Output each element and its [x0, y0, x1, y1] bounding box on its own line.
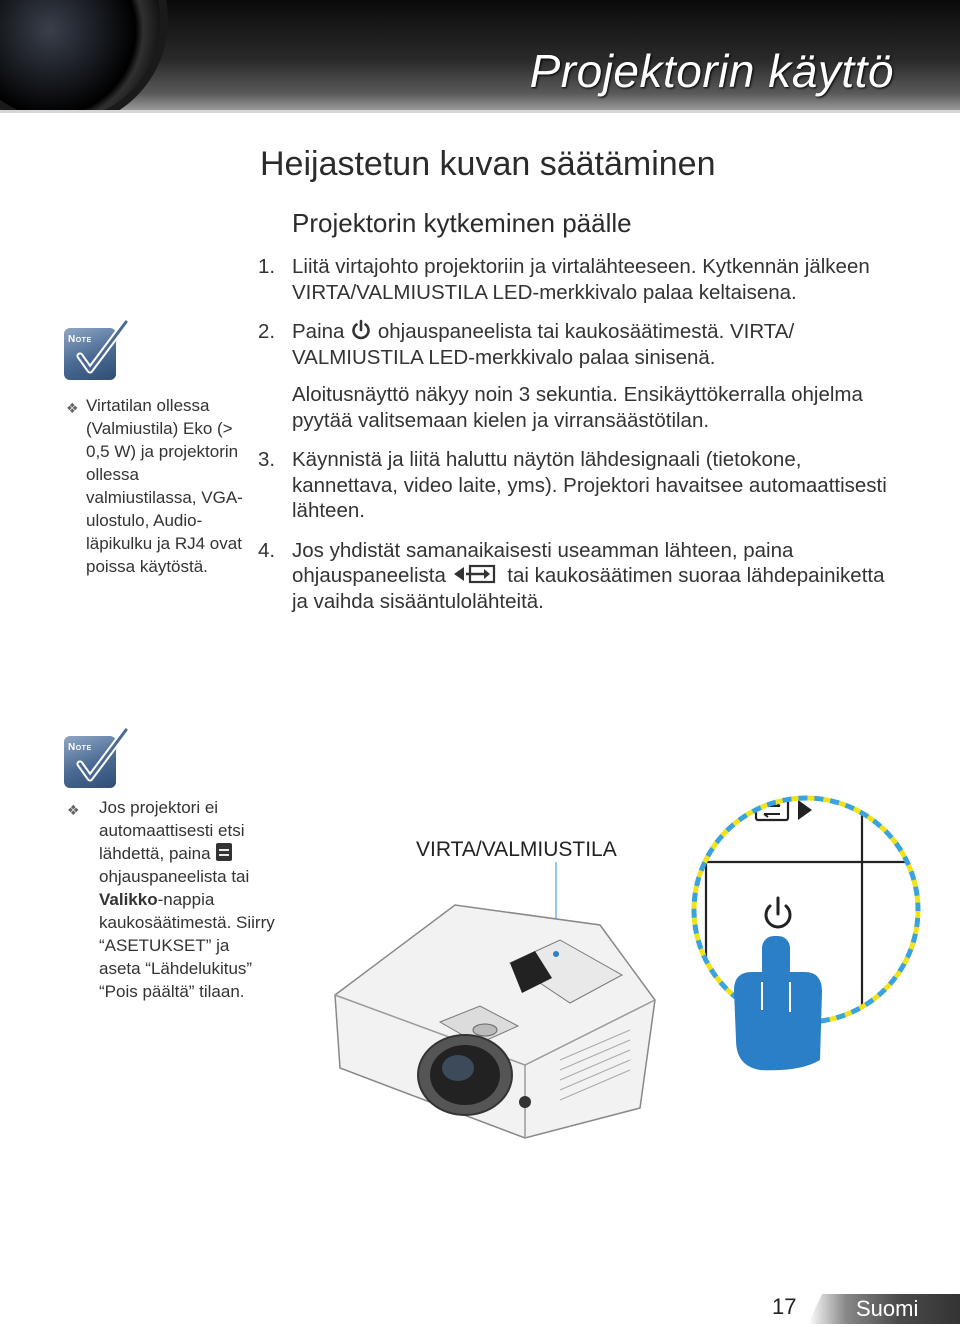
steps-list — [258, 254, 898, 628]
note-badge — [64, 320, 134, 382]
step-extra-text: Aloitusnäyttö näkyy noin 3 sekuntia. Ensikäyttökerralla ohjelma pyytää valitsemaan kielen ja virransäästötilan. — [292, 383, 863, 432]
step-number: 4. — [258, 538, 276, 562]
step-text-part: Jos yhdistät samanaikaisesti useamman lähteen, paina ohjauspaneelista — [292, 538, 794, 587]
page-number: 17 — [772, 1294, 797, 1319]
menu-icon — [215, 842, 233, 862]
step-2 — [258, 319, 898, 433]
checkmark-icon — [64, 728, 134, 790]
step-number: 2. — [258, 320, 276, 343]
note-text — [67, 796, 275, 1003]
step-text-part: tai kaukosäätimen suoraa lähdepainiketta ja vaihda sisääntulolähteitä. — [292, 564, 885, 613]
projector-lens-graphic — [0, 0, 160, 110]
step-text-part: ohjauspaneelista tai kaukosäätimestä. VIRTA/ VALMIUSTILA LED-merkkivalo palaa sinisenä. — [292, 320, 795, 369]
section-title: Heijastetun kuvan säätäminen — [260, 145, 716, 183]
note-text — [66, 394, 244, 578]
bullet-diamond-icon: ❖ — [67, 802, 80, 818]
step-text — [292, 319, 898, 370]
zoom-ring — [694, 798, 918, 1022]
source-icon — [452, 563, 502, 585]
checkmark-icon — [64, 320, 134, 382]
note-body: -nappia kaukosäätimestä. Siirry “ASETUKSET” ja aseta “Lähdelukitus” “Pois päältä” tilaan. — [99, 890, 275, 1001]
step-3 — [258, 447, 898, 524]
step-number: 1. — [258, 255, 276, 278]
header-divider — [0, 110, 960, 113]
zoomed-panel — [690, 795, 930, 1035]
pointing-hand-icon — [734, 936, 822, 1070]
step-1 — [258, 254, 898, 305]
step-4 — [258, 538, 898, 615]
header-title: Projektorin käyttö — [529, 45, 894, 97]
language-label: Suomi — [856, 1296, 919, 1321]
note-body: Jos projektori ei automaattisesti etsi lähdettä, paina — [99, 798, 245, 863]
step-text: Liitä virtajohto projektoriin ja virtalähteeseen. Kytkennän jälkeen VIRTA/VALMIUSTILA LED-merkkivalo palaa keltaisena. — [292, 255, 870, 304]
sub-title: Projektorin kytkeminen päälle — [292, 208, 632, 238]
note-body: Virtatilan ollessa (Valmiustila) Eko (> 0,5 W) ja projektorin ollessa valmiustilassa, VGA-ulostulo, Audio-läpikulku ja RJ4 ovat poissa käytöstä. — [86, 396, 243, 576]
note-label: Note — [68, 742, 92, 753]
step-text — [292, 538, 898, 615]
step-number: 3. — [258, 448, 276, 471]
bullet-diamond-icon: ❖ — [66, 400, 79, 416]
note-bold: Valikko — [99, 890, 158, 909]
projector-body — [335, 905, 655, 1138]
power-icon — [350, 319, 372, 341]
step-text-part: Paina — [292, 320, 345, 343]
zoom-ring — [694, 798, 918, 1022]
illustration-caption: VIRTA/VALMIUSTILA — [416, 838, 617, 861]
note-label: Note — [68, 334, 92, 345]
page-header — [0, 0, 960, 110]
note-badge — [64, 728, 134, 790]
note-body: ohjauspaneelista tai — [99, 867, 250, 886]
step-text: Käynnistä ja liitä haluttu näytön lähdesignaali (tietokone, kannettava, video laite, yms). Projektori havaitsee automaattisesti lähteen. — [292, 448, 887, 522]
